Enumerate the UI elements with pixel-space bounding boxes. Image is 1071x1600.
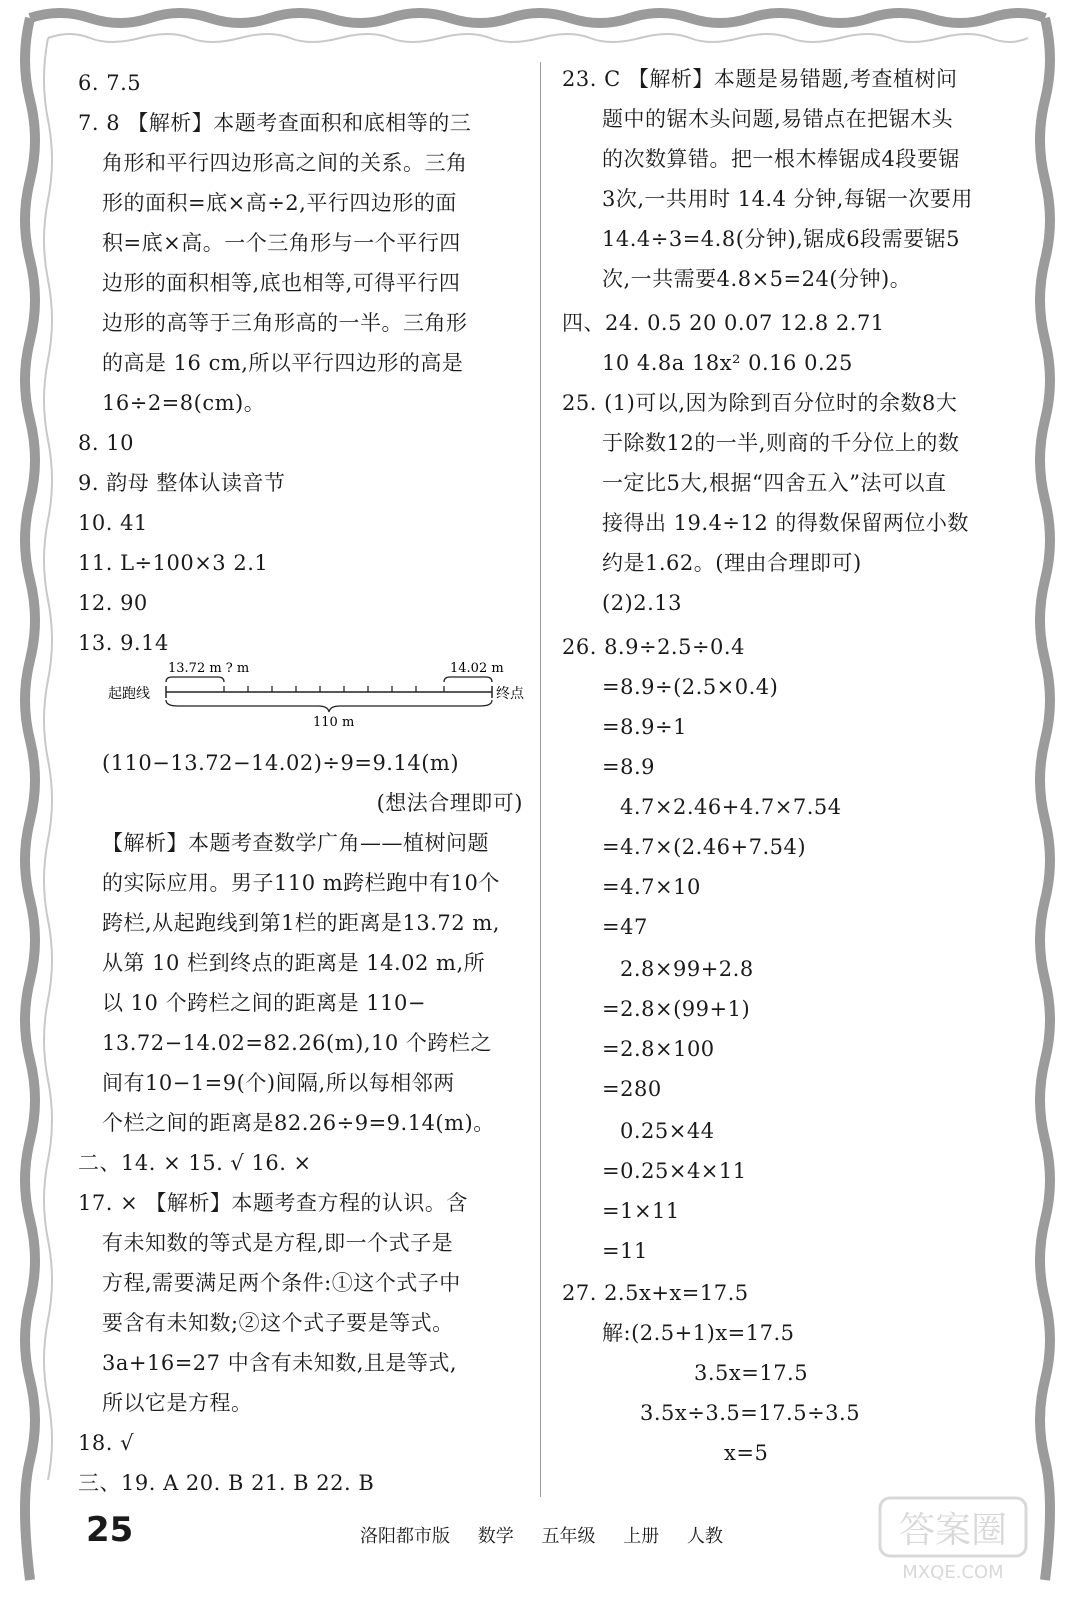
answer-line: =8.9÷(2.5×0.4) (602, 675, 779, 699)
footer-info (360, 1522, 745, 1548)
answer-line: 跨栏,从起跑线到第1栏的距离是13.72 m, (102, 911, 500, 935)
diagram-start-label: 起跑线 (108, 686, 150, 702)
answer-line: 解:(2.5+1)x=17.5 (602, 1321, 795, 1345)
answer-line: =1×11 (602, 1199, 680, 1223)
answer-line: 于除数12的一半,则商的千分位上的数 (602, 431, 960, 455)
answer-line: 2.8×99+2.8 (620, 957, 754, 981)
diagram-label-right: 14.02 m (450, 661, 504, 676)
answer-line: 一定比5大,根据“四舍五入”法可以直 (602, 471, 947, 495)
answer-line: 接得出 19.4÷12 的得数保留两位小数 (602, 511, 969, 535)
answer-line: 14.4÷3=4.8(分钟),锯成6段需要锯5 (602, 227, 960, 251)
answer-line: 16÷2=8(cm)。 (102, 391, 266, 415)
answer-line: 从第 10 栏到终点的距离是 14.02 m,所 (102, 951, 486, 975)
answer-line: 【解析】本题考查数学广角——植树问题 (102, 831, 489, 855)
answer-line: 25. (1)可以,因为除到百分位时的余数8大 (562, 391, 958, 415)
answer-line: 9. 韵母 整体认读音节 (78, 471, 286, 495)
hurdle-diagram (108, 660, 548, 730)
answer-line: 的高是 16 cm,所以平行四边形的高是 (102, 351, 464, 375)
answer-line: 题中的锯木头问题,易错点在把锯木头 (602, 107, 954, 131)
answer-line: 边形的面积相等,底也相等,可得平行四 (102, 271, 461, 295)
answer-line: 四、24. 0.5 20 0.07 12.8 2.71 (562, 311, 885, 335)
footer-subject: 数学 (477, 1526, 514, 1547)
answer-line: 角形和平行四边形高之间的关系。三角 (102, 151, 468, 175)
column-divider (540, 62, 541, 1497)
answer-line: 3.5x÷3.5=17.5÷3.5 (640, 1401, 861, 1425)
footer-edition: 洛阳都市版 (360, 1526, 450, 1547)
watermark-logo (878, 1494, 1028, 1584)
answer-line: 间有10−1=9(个)间隔,所以每相邻两 (102, 1071, 455, 1095)
answer-line: (想法合理即可) (376, 791, 523, 815)
answer-line: =280 (602, 1077, 662, 1101)
page-number: 25 (86, 1510, 134, 1550)
answer-line: 约是1.62。(理由合理即可) (602, 551, 862, 575)
answer-line: 23. C 【解析】本题是易错题,考查植树问 (562, 67, 958, 91)
answer-line: =47 (602, 915, 648, 939)
answer-line: 26. 8.9÷2.5÷0.4 (562, 635, 745, 659)
answer-line: 形的面积=底×高÷2,平行四边形的面 (102, 191, 457, 215)
answer-line: (2)2.13 (602, 591, 683, 615)
answer-line: 要含有未知数;②这个式子要是等式。 (102, 1311, 454, 1335)
answer-line: 边形的高等于三角形高的一半。三角形 (102, 311, 468, 335)
footer-grade: 五年级 (541, 1526, 596, 1547)
answer-line: 8. 10 (78, 431, 134, 455)
answer-line: =8.9 (602, 755, 655, 779)
answer-line: 以 10 个跨栏之间的距离是 110− (102, 991, 426, 1015)
answer-line: 17. × 【解析】本题考查方程的认识。含 (78, 1191, 468, 1215)
answer-line: 个栏之间的距离是82.26÷9=9.14(m)。 (102, 1111, 495, 1135)
diagram-label-left: 13.72 m ? m (168, 661, 250, 676)
answer-line: 次,一共需要4.8×5=24(分钟)。 (602, 267, 912, 291)
answer-line: 12. 90 (78, 591, 148, 615)
answer-line: 18. √ (78, 1431, 134, 1455)
answer-line: 3.5x=17.5 (694, 1361, 809, 1385)
footer-volume: 上册 (623, 1526, 660, 1547)
answer-line: 10. 41 (78, 511, 148, 535)
diagram-end-label: 终点 (496, 686, 524, 702)
watermark-text: 答案圈 (898, 1510, 1008, 1551)
answer-line: 7. 8 【解析】本题考查面积和底相等的三 (78, 111, 472, 135)
answer-line: 13. 9.14 (78, 631, 169, 655)
answer-line: 3a+16=27 中含有未知数,且是等式, (102, 1351, 458, 1375)
answer-line: 方程,需要满足两个条件:①这个式子中 (102, 1271, 461, 1295)
answer-line: =8.9÷1 (602, 715, 687, 739)
answer-line: x=5 (724, 1441, 769, 1465)
answer-line: 13.72−14.02=82.26(m),10 个跨栏之 (102, 1031, 492, 1055)
answer-line: 4.7×2.46+4.7×7.54 (620, 795, 842, 819)
answer-line: 有未知数的等式是方程,即一个式子是 (102, 1231, 454, 1255)
answer-line: 积=底×高。一个三角形与一个平行四 (102, 231, 461, 255)
answer-line: =4.7×(2.46+7.54) (602, 835, 807, 859)
answer-line: 27. 2.5x+x=17.5 (562, 1281, 749, 1305)
answer-line: 11. L÷100×3 2.1 (78, 551, 269, 575)
answer-line: =11 (602, 1239, 648, 1263)
answer-line: 所以它是方程。 (102, 1391, 253, 1415)
answer-line: 的次数算错。把一根木棒锯成4段要锯 (602, 147, 960, 171)
answer-line: =2.8×100 (602, 1037, 715, 1061)
answer-line: 10 4.8a 18x² 0.16 0.25 (602, 351, 853, 375)
answer-line: (110−13.72−14.02)÷9=9.14(m) (102, 751, 460, 775)
answer-line: 0.25×44 (620, 1119, 715, 1143)
answer-line: =2.8×(99+1) (602, 997, 751, 1021)
diagram-length-label: 110 m (313, 715, 355, 730)
answer-line: 二、14. × 15. √ 16. × (78, 1151, 312, 1175)
answer-line: =4.7×10 (602, 875, 701, 899)
answer-line: 三、19. A 20. B 21. B 22. B (78, 1471, 375, 1495)
footer-publisher: 人教 (686, 1526, 723, 1547)
answer-line: 3次,一共用时 14.4 分钟,每锯一次要用 (602, 187, 973, 211)
answer-line: 的实际应用。男子110 m跨栏跑中有10个 (102, 871, 500, 895)
answer-line: =0.25×4×11 (602, 1159, 747, 1183)
answer-line: 6. 7.5 (78, 71, 142, 95)
watermark-url: MXQE.COM (902, 1562, 1004, 1583)
